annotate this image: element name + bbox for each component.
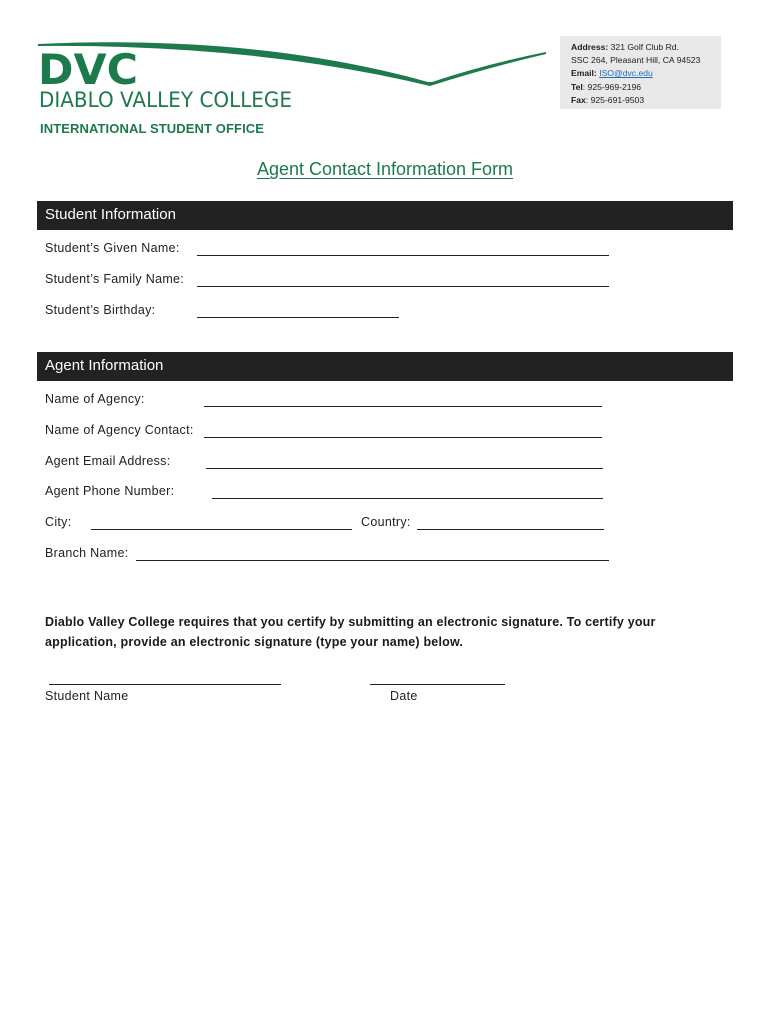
- agent-phone-label: Agent Phone Number:: [45, 484, 175, 498]
- email-line: Email: ISO@dvc.edu: [571, 68, 653, 79]
- logo-abbr: DVC: [38, 45, 138, 94]
- student-section-heading: Student Information: [37, 201, 733, 230]
- agency-label: Name of Agency:: [45, 392, 145, 406]
- agent-section-heading: Agent Information: [37, 352, 733, 381]
- city-field[interactable]: [91, 529, 352, 530]
- fax-line: Fax: 925-691-9503: [571, 94, 645, 105]
- agent-phone-field[interactable]: [212, 498, 603, 499]
- office-name: INTERNATIONAL STUDENT OFFICE: [40, 121, 265, 136]
- date-field[interactable]: [370, 684, 505, 685]
- city-label: City:: [45, 515, 72, 529]
- dvc-logo: [36, 38, 556, 118]
- family-name-label: Student’s Family Name:: [45, 272, 185, 286]
- certification-text: Diablo Valley College requires that you certify by submitting an electronic signature. To certify your application, provide an electronic signature (type your name) below.: [45, 615, 656, 649]
- form-title: Agent Contact Information Form: [256, 159, 514, 179]
- birthday-label: Student’s Birthday:: [45, 303, 156, 317]
- branch-label: Branch Name:: [45, 546, 129, 560]
- agency-field[interactable]: [204, 406, 602, 407]
- birthday-field[interactable]: [197, 317, 399, 318]
- student-name-label: Student Name: [45, 689, 129, 703]
- tel-line: Tel: 925-969-2196: [571, 81, 642, 92]
- address-line-1: Address: 321 Golf Club Rd.: [571, 42, 679, 52]
- contact-box: [560, 36, 721, 109]
- given-name-label: Student’s Given Name:: [45, 241, 180, 255]
- logo-name: DIABLO VALLEY COLLEGE: [39, 88, 292, 112]
- agent-email-label: Agent Email Address:: [45, 454, 171, 468]
- agent-email-field[interactable]: [206, 468, 603, 469]
- country-field[interactable]: [417, 529, 604, 530]
- agency-contact-field[interactable]: [204, 437, 602, 438]
- student-name-field[interactable]: [49, 684, 281, 685]
- email-link[interactable]: ISO@dvc.edu: [599, 68, 653, 79]
- agency-contact-label: Name of Agency Contact:: [45, 423, 194, 437]
- date-label: Date: [390, 689, 418, 703]
- branch-field[interactable]: [136, 560, 609, 561]
- given-name-field[interactable]: [197, 255, 609, 256]
- family-name-field[interactable]: [197, 286, 609, 287]
- address-line-2: SSC 264, Pleasant Hill, CA 94523: [571, 55, 701, 66]
- country-label: Country:: [361, 515, 411, 529]
